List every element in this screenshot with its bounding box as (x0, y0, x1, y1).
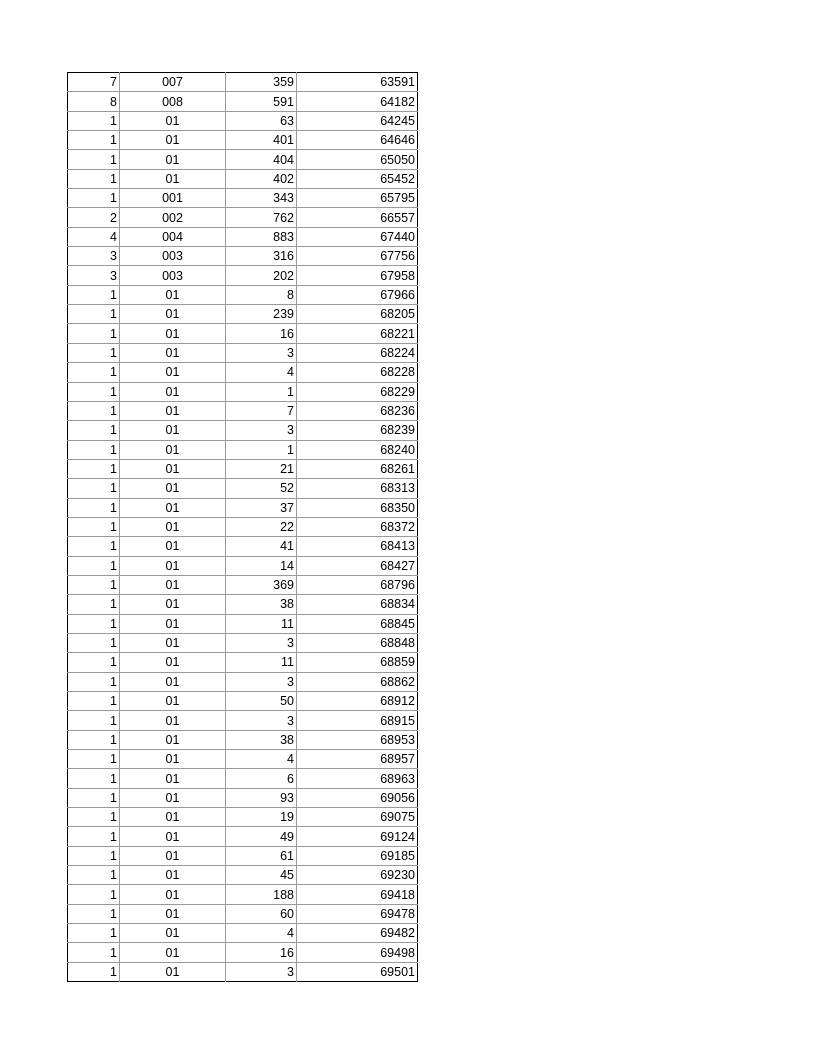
table-row (68, 382, 418, 401)
table-row (68, 498, 418, 517)
count-cell: 1 (68, 440, 120, 459)
running-total-cell: 68228 (297, 363, 418, 382)
count-cell: 1 (68, 459, 120, 478)
table-row (68, 440, 418, 459)
code-cell: 01 (120, 131, 226, 150)
count-cell: 1 (68, 672, 120, 691)
count-cell: 3 (68, 247, 120, 266)
code-cell: 007 (120, 73, 226, 92)
running-total-cell: 68313 (297, 479, 418, 498)
count-cell: 1 (68, 711, 120, 730)
count-cell: 1 (68, 285, 120, 304)
code-cell: 003 (120, 247, 226, 266)
running-total-cell: 68372 (297, 517, 418, 536)
table-row (68, 363, 418, 382)
count-cell: 7 (68, 73, 120, 92)
running-total-cell: 68845 (297, 614, 418, 633)
running-total-cell: 68413 (297, 537, 418, 556)
table-row (68, 285, 418, 304)
count-cell: 2 (68, 208, 120, 227)
code-cell: 01 (120, 653, 226, 672)
amount-cell: 19 (226, 808, 297, 827)
running-total-cell: 68796 (297, 575, 418, 594)
amount-cell: 202 (226, 266, 297, 285)
code-cell: 01 (120, 537, 226, 556)
table-row (68, 92, 418, 111)
amount-cell: 343 (226, 189, 297, 208)
running-total-cell: 67958 (297, 266, 418, 285)
table-row (68, 633, 418, 652)
code-cell: 01 (120, 943, 226, 962)
amount-cell: 239 (226, 305, 297, 324)
code-cell: 01 (120, 885, 226, 904)
count-cell: 1 (68, 769, 120, 788)
count-cell: 1 (68, 595, 120, 614)
running-total-cell: 69482 (297, 924, 418, 943)
code-cell: 01 (120, 962, 226, 981)
running-total-cell: 69124 (297, 827, 418, 846)
running-total-cell: 69501 (380, 964, 415, 979)
count-cell: 1 (68, 363, 120, 382)
count-cell: 1 (68, 924, 120, 943)
code-cell: 01 (120, 633, 226, 652)
amount-cell: 37 (226, 498, 297, 517)
amount-cell: 402 (226, 169, 297, 188)
code-cell: 01 (120, 711, 226, 730)
code-cell: 008 (120, 92, 226, 111)
amount-cell: 188 (226, 885, 297, 904)
code-cell: 001 (120, 189, 226, 208)
count-cell: 1 (68, 401, 120, 420)
running-total-cell: 69230 (297, 866, 418, 885)
code-cell: 01 (120, 595, 226, 614)
table-row (68, 692, 418, 711)
running-total-cell: 69075 (297, 808, 418, 827)
table-row (68, 537, 418, 556)
table-row (68, 672, 418, 691)
running-total-cell: 68350 (297, 498, 418, 517)
count-cell: 1 (68, 692, 120, 711)
table-row (68, 131, 418, 150)
amount-cell: 60 (226, 904, 297, 923)
code-cell: 01 (120, 750, 226, 769)
count-cell: 1 (68, 904, 120, 923)
count-cell: 1 (68, 131, 120, 150)
running-total-cell: 68236 (297, 401, 418, 420)
running-total-cell: 68261 (297, 459, 418, 478)
amount-cell: 61 (226, 846, 297, 865)
table-row (68, 943, 418, 962)
running-total-cell: 67440 (297, 227, 418, 246)
amount-cell: 3 (226, 962, 297, 981)
count-cell: 1 (68, 150, 120, 169)
count-cell: 1 (68, 846, 120, 865)
code-cell: 01 (120, 769, 226, 788)
amount-cell: 401 (226, 131, 297, 150)
count-cell: 1 (68, 111, 120, 130)
table-row (68, 904, 418, 923)
running-total-cell: 69418 (297, 885, 418, 904)
count-cell: 8 (68, 92, 120, 111)
running-total-cell: 68848 (297, 633, 418, 652)
amount-cell: 45 (226, 866, 297, 885)
amount-cell: 11 (226, 614, 297, 633)
running-total-cell: 68915 (297, 711, 418, 730)
count-cell: 1 (68, 730, 120, 749)
running-total-cell: 69056 (297, 788, 418, 807)
amount-cell: 8 (226, 285, 297, 304)
amount-cell: 11 (226, 653, 297, 672)
amount-cell: 3 (226, 343, 297, 362)
amount-cell: 49 (226, 827, 297, 846)
count-cell: 1 (68, 750, 120, 769)
count-cell: 1 (68, 517, 120, 536)
table-row (68, 711, 418, 730)
count-cell: 1 (68, 633, 120, 652)
amount-cell: 14 (226, 556, 297, 575)
amount-cell: 316 (226, 247, 297, 266)
running-total-cell: 68862 (297, 672, 418, 691)
amount-cell: 38 (226, 595, 297, 614)
count-cell: 1 (68, 556, 120, 575)
running-total-cell: 66557 (297, 208, 418, 227)
table-row (68, 827, 418, 846)
table-row (68, 730, 418, 749)
count-cell: 4 (68, 227, 120, 246)
code-cell: 01 (120, 498, 226, 517)
code-cell: 01 (120, 866, 226, 885)
count-cell: 1 (68, 653, 120, 672)
table-row (68, 401, 418, 420)
count-cell: 1 (68, 788, 120, 807)
code-cell: 01 (120, 305, 226, 324)
table-row (68, 150, 418, 169)
running-total-cell: 68239 (297, 421, 418, 440)
code-cell: 01 (120, 459, 226, 478)
table-row (68, 421, 418, 440)
running-total-cell: 69498 (297, 943, 418, 962)
table-row (68, 111, 418, 130)
count-cell: 1 (68, 962, 120, 981)
table-row (68, 788, 418, 807)
table-row (68, 227, 418, 246)
amount-cell: 1 (226, 382, 297, 401)
amount-cell: 6 (226, 769, 297, 788)
code-cell: 01 (120, 924, 226, 943)
running-total-cell: 68963 (297, 769, 418, 788)
table-row (68, 189, 418, 208)
code-cell: 01 (120, 382, 226, 401)
table-row (68, 459, 418, 478)
table-row (68, 846, 418, 865)
count-cell: 1 (68, 479, 120, 498)
amount-cell: 16 (226, 943, 297, 962)
code-cell: 01 (120, 788, 226, 807)
running-total-cell: 68834 (297, 595, 418, 614)
code-cell: 01 (120, 808, 226, 827)
code-cell: 003 (120, 266, 226, 285)
data-table (67, 72, 418, 982)
code-cell: 01 (120, 150, 226, 169)
code-cell: 01 (120, 479, 226, 498)
count-cell: 1 (68, 189, 120, 208)
count-cell: 1 (68, 885, 120, 904)
running-total-cell: 67966 (297, 285, 418, 304)
running-total-cell: 64245 (297, 111, 418, 130)
table-row (68, 575, 418, 594)
amount-cell: 93 (226, 788, 297, 807)
table-row (68, 808, 418, 827)
count-cell: 1 (68, 305, 120, 324)
amount-cell: 50 (226, 692, 297, 711)
amount-cell: 3 (226, 633, 297, 652)
amount-cell: 3 (226, 711, 297, 730)
table-row (68, 866, 418, 885)
amount-cell: 38 (226, 730, 297, 749)
count-cell: 1 (68, 943, 120, 962)
running-total-cell: 68859 (297, 653, 418, 672)
table-row (68, 305, 418, 324)
running-total-cell: 68427 (297, 556, 418, 575)
running-total-cell: 67756 (297, 247, 418, 266)
code-cell: 01 (120, 846, 226, 865)
count-cell: 3 (68, 266, 120, 285)
table-row (68, 885, 418, 904)
table-row (68, 266, 418, 285)
amount-cell: 7 (226, 401, 297, 420)
running-total-cell: 65452 (297, 169, 418, 188)
table-body (68, 73, 418, 982)
running-total-cell: 68912 (297, 692, 418, 711)
running-total-cell: 69478 (297, 904, 418, 923)
table-row (68, 962, 418, 981)
running-total-cell: 64182 (297, 92, 418, 111)
count-cell: 1 (68, 169, 120, 188)
code-cell: 01 (120, 672, 226, 691)
amount-cell: 22 (226, 517, 297, 536)
table-row (68, 924, 418, 943)
table-row (68, 595, 418, 614)
code-cell: 01 (120, 421, 226, 440)
count-cell: 1 (68, 324, 120, 343)
running-total-cell: 68229 (297, 382, 418, 401)
code-cell: 01 (120, 517, 226, 536)
amount-cell: 16 (226, 324, 297, 343)
code-cell: 01 (120, 343, 226, 362)
count-cell: 1 (68, 382, 120, 401)
code-cell: 01 (120, 692, 226, 711)
table-row (68, 653, 418, 672)
amount-cell: 883 (226, 227, 297, 246)
running-total-cell: 63591 (297, 73, 418, 92)
code-cell: 01 (120, 111, 226, 130)
amount-cell: 1 (226, 440, 297, 459)
running-total-cell: 68224 (297, 343, 418, 362)
amount-cell: 3 (226, 672, 297, 691)
count-cell: 1 (68, 614, 120, 633)
amount-cell: 21 (226, 459, 297, 478)
amount-cell: 52 (226, 479, 297, 498)
amount-cell: 404 (226, 150, 297, 169)
running-total-cell: 68205 (297, 305, 418, 324)
table-row (68, 479, 418, 498)
table-row (68, 556, 418, 575)
table-row (68, 750, 418, 769)
code-cell: 01 (120, 730, 226, 749)
code-cell: 01 (120, 169, 226, 188)
code-cell: 01 (120, 440, 226, 459)
code-cell: 01 (120, 556, 226, 575)
table-row (68, 614, 418, 633)
code-cell: 01 (120, 827, 226, 846)
code-cell: 004 (120, 227, 226, 246)
count-cell: 1 (68, 537, 120, 556)
count-cell: 1 (68, 421, 120, 440)
amount-cell: 4 (226, 924, 297, 943)
running-total-cell: 68953 (297, 730, 418, 749)
count-cell: 1 (68, 827, 120, 846)
table-row (68, 343, 418, 362)
table-row (68, 208, 418, 227)
table-row (68, 324, 418, 343)
table-row (68, 73, 418, 92)
table-row (68, 247, 418, 266)
count-cell: 1 (68, 498, 120, 517)
count-cell: 1 (68, 808, 120, 827)
code-cell: 01 (120, 614, 226, 633)
amount-cell: 41 (226, 537, 297, 556)
code-cell: 002 (120, 208, 226, 227)
count-cell: 1 (68, 575, 120, 594)
running-total-cell: 65795 (297, 189, 418, 208)
amount-cell: 4 (226, 363, 297, 382)
code-cell: 01 (120, 401, 226, 420)
code-cell: 01 (120, 285, 226, 304)
code-cell: 01 (120, 575, 226, 594)
running-total-cell: 69185 (297, 846, 418, 865)
running-total-cell: 68240 (297, 440, 418, 459)
amount-cell: 762 (226, 208, 297, 227)
amount-cell: 359 (226, 73, 297, 92)
amount-cell: 4 (226, 750, 297, 769)
count-cell: 1 (68, 866, 120, 885)
amount-cell: 63 (226, 111, 297, 130)
table-row (68, 517, 418, 536)
table-row (68, 769, 418, 788)
running-total-cell: 65050 (297, 150, 418, 169)
amount-cell: 3 (226, 421, 297, 440)
running-total-cell: 68221 (297, 324, 418, 343)
amount-cell: 369 (226, 575, 297, 594)
count-cell: 1 (68, 343, 120, 362)
running-total-cell: 64646 (297, 131, 418, 150)
running-total-cell: 68957 (297, 750, 418, 769)
code-cell: 01 (120, 324, 226, 343)
code-cell: 01 (120, 363, 226, 382)
table-row (68, 169, 418, 188)
code-cell: 01 (120, 904, 226, 923)
amount-cell: 591 (226, 92, 297, 111)
